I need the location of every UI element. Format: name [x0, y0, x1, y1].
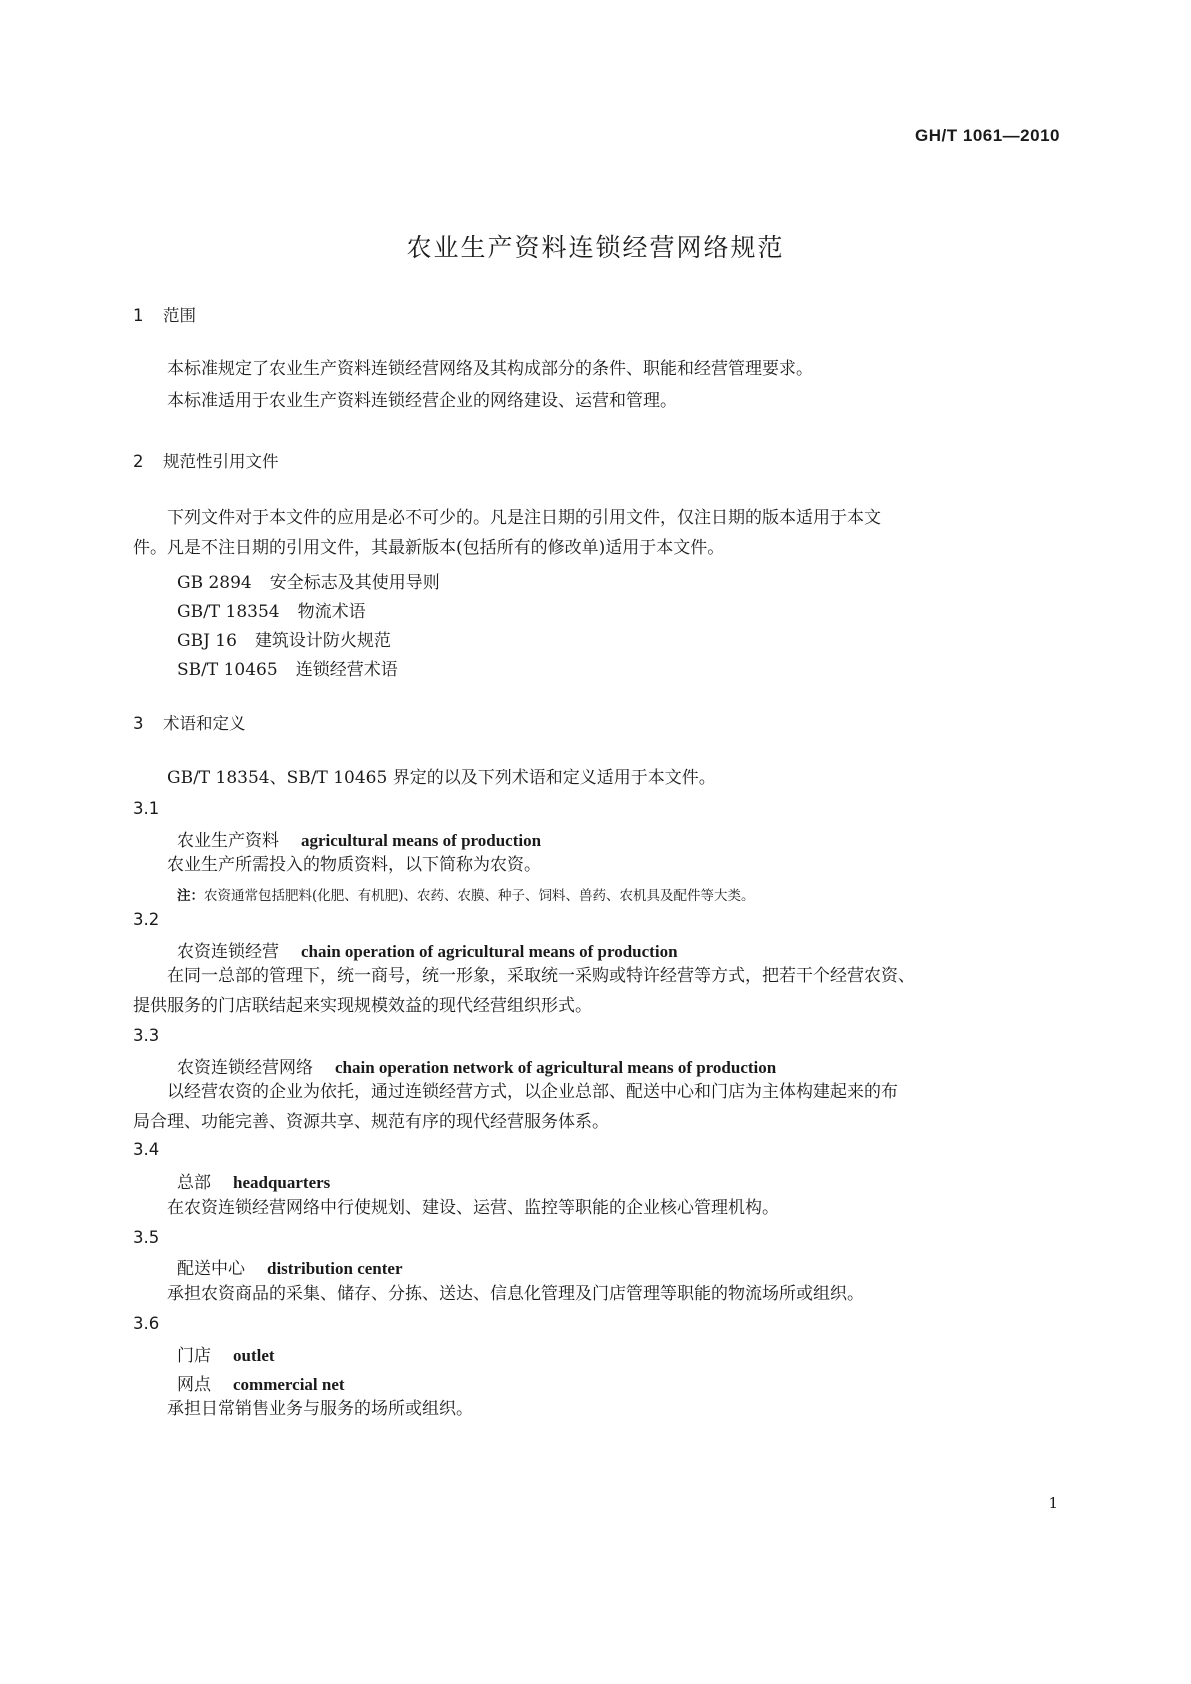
section-title: 规范性引用文件 [163, 452, 279, 471]
term-heading [177, 1053, 776, 1078]
term-definition: 在同一总部的管理下，统一商号，统一形象，采取统一采购或特许经营等方式，把若干个经营农资、 [167, 966, 915, 986]
term-en: agricultural means of production [301, 831, 542, 850]
term-heading [177, 826, 541, 851]
term-zh: 网点 [177, 1375, 211, 1395]
term-definition: 提供服务的门店联结起来实现规模效益的现代经营组织形式。 [133, 996, 592, 1016]
paragraph: 件。凡是不注日期的引用文件，其最新版本(包括所有的修改单)适用于本文件。 [133, 538, 725, 558]
reference-code: GB/T 18354 [177, 602, 280, 622]
term-number: 3.2 [133, 910, 160, 929]
term-definition: 以经营农资的企业为依托，通过连锁经营方式，以企业总部、配送中心和门店为主体构建起来的布 [167, 1082, 898, 1102]
reference-item [177, 568, 440, 593]
reference-title: 安全标志及其使用导则 [269, 573, 440, 593]
section-1-heading [133, 302, 196, 326]
standard-code: GH/T 1061—2010 [915, 126, 1060, 145]
term-number: 3.3 [133, 1026, 160, 1045]
term-en: chain operation of agricultural means of production [301, 942, 678, 961]
reference-code: GBJ 16 [177, 631, 237, 651]
term-definition: 在农资连锁经营网络中行使规划、建设、运营、监控等职能的企业核心管理机构。 [167, 1198, 779, 1218]
section-number: 1 [133, 306, 144, 325]
term-zh: 农资连锁经营网络 [177, 1058, 313, 1078]
term-definition: 承担农资商品的采集、储存、分拣、送达、信息化管理及门店管理等职能的物流场所或组织。 [167, 1284, 864, 1304]
term-number: 3.5 [133, 1228, 160, 1247]
term-heading [177, 1168, 330, 1193]
document-title: 农业生产资料连锁经营网络规范 [406, 233, 785, 262]
term-en: headquarters [233, 1173, 331, 1192]
page-number: 1 [1048, 1494, 1058, 1512]
note-label: 注： [177, 888, 204, 904]
term-heading [177, 937, 678, 962]
section-2-heading [133, 448, 279, 472]
section-3-heading [133, 710, 246, 734]
term-heading [177, 1341, 275, 1366]
section-number: 2 [133, 452, 144, 471]
term-definition: 农业生产所需投入的物质资料，以下简称为农资。 [167, 855, 541, 875]
note-text: 农资通常包括肥料(化肥、有机肥)、农药、农膜、种子、饲料、兽药、农机具及配件等大类。 [204, 888, 755, 904]
paragraph: 本标准规定了农业生产资料连锁经营网络及其构成部分的条件、职能和经营管理要求。 [167, 359, 813, 379]
term-heading-alt [177, 1370, 345, 1395]
reference-item [177, 655, 398, 680]
section-number: 3 [133, 714, 144, 733]
reference-item [177, 626, 391, 651]
term-definition: 承担日常销售业务与服务的场所或组织。 [167, 1399, 473, 1419]
section-title: 范围 [163, 306, 196, 325]
term-en: commercial net [233, 1375, 345, 1394]
paragraph: 本标准适用于农业生产资料连锁经营企业的网络建设、运营和管理。 [167, 391, 677, 411]
paragraph: GB/T 18354、SB/T 10465 界定的以及下列术语和定义适用于本文件。 [167, 768, 716, 788]
term-zh: 总部 [177, 1173, 211, 1193]
section-title: 术语和定义 [163, 714, 246, 733]
reference-code: SB/T 10465 [177, 660, 278, 680]
term-note [177, 884, 755, 904]
term-zh: 门店 [177, 1346, 211, 1366]
reference-item [177, 597, 366, 622]
term-en: chain operation network of agricultural means of production [335, 1058, 777, 1077]
reference-title: 物流术语 [297, 602, 366, 622]
term-zh: 农资连锁经营 [177, 942, 279, 962]
reference-title: 建筑设计防火规范 [254, 631, 391, 651]
reference-title: 连锁经营术语 [295, 660, 398, 680]
term-number: 3.4 [133, 1140, 160, 1159]
term-zh: 配送中心 [177, 1259, 245, 1279]
reference-code: GB 2894 [177, 573, 252, 593]
term-en: outlet [233, 1346, 275, 1365]
term-number: 3.6 [133, 1314, 160, 1333]
term-en: distribution center [267, 1259, 403, 1278]
term-number: 3.1 [133, 799, 160, 818]
term-definition: 局合理、功能完善、资源共享、规范有序的现代经营服务体系。 [133, 1112, 609, 1132]
term-heading [177, 1254, 403, 1279]
paragraph: 下列文件对于本文件的应用是必不可少的。凡是注日期的引用文件，仅注日期的版本适用于本文 [167, 508, 881, 528]
term-zh: 农业生产资料 [177, 831, 279, 851]
